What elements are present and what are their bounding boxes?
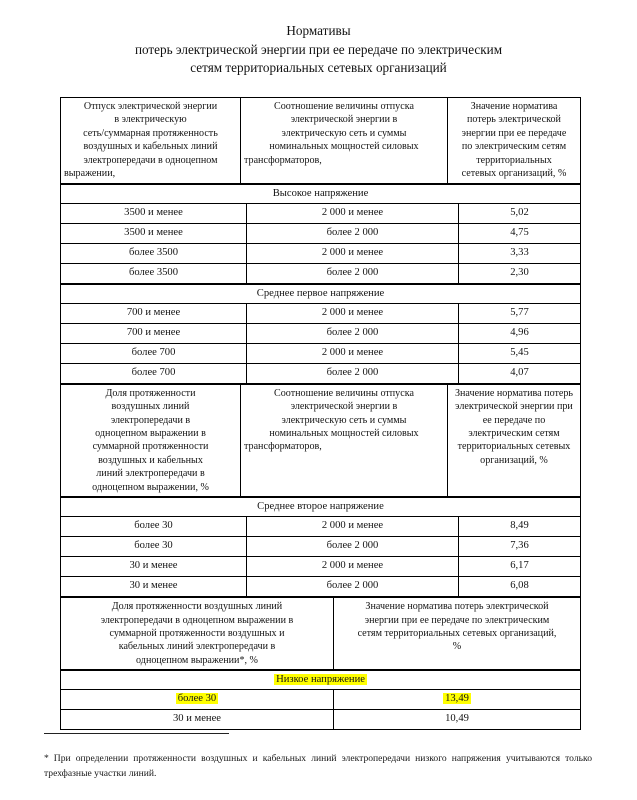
hdr5-l3: электрическую сеть и суммы xyxy=(281,414,407,426)
cell-ratio: 2 000 и менее xyxy=(247,343,459,363)
hdr7-l3: суммарной протяженности воздушных и xyxy=(109,627,285,639)
hdr4-l6: воздушных и кабельных xyxy=(98,454,203,466)
title-line-3: сетям территориальных сетевых организаций xyxy=(190,60,447,76)
cell-supply: 700 и менее xyxy=(61,303,247,323)
cell-ratio: более 2 000 xyxy=(247,323,459,343)
hdr6-l6: организаций, % xyxy=(480,454,548,466)
section-banner-row xyxy=(61,184,581,203)
hdr4-l1: Доля протяженности xyxy=(105,387,196,399)
section-high-voltage xyxy=(60,184,581,284)
header-col-overhead-share xyxy=(61,384,241,496)
hdr2-l4: номинальных мощностей силовых xyxy=(269,141,419,153)
hdr5-l2: электрической энергии в xyxy=(290,401,398,413)
cell-norm: 6,17 xyxy=(459,557,581,577)
hdr6-l5: территориальных сетевых xyxy=(457,441,571,453)
cell-supply: 3500 и менее xyxy=(61,203,247,223)
table-row xyxy=(61,537,581,557)
page-title xyxy=(0,0,637,78)
hdr5-l1: Соотношение величины отпуска xyxy=(274,387,414,399)
table-row xyxy=(61,323,581,343)
table-header-row xyxy=(61,384,581,496)
cell-supply: более 700 xyxy=(61,343,247,363)
hdr3-l3: энергии при ее передаче xyxy=(461,127,567,139)
cell-supply: 3500 и менее xyxy=(61,223,247,243)
cell-supply: более 3500 xyxy=(61,243,247,263)
hdr5-l4: номинальных мощностей силовых xyxy=(269,427,419,439)
cell-overhead-share: 30 и менее xyxy=(61,710,334,730)
header-col-ratio xyxy=(241,384,448,496)
cell-norm: 7,36 xyxy=(459,537,581,557)
cell-overhead-share: 30 и менее xyxy=(61,557,247,577)
hdr8-l4: % xyxy=(452,641,462,653)
cell-overhead-share-value: более 30 xyxy=(177,693,217,705)
hdr3-l2: потерь электрической xyxy=(467,114,561,126)
hdr1-l2: в электрическую xyxy=(114,114,187,126)
cell-norm-value: 13,49 xyxy=(445,693,469,705)
cell-norm: 4,96 xyxy=(459,323,581,343)
table-row xyxy=(61,577,581,597)
footnote-text: При определении протяженности воздушных и кабельных линий электропередачи низкого напряжения учитываются только трехфазные участки линий. xyxy=(44,753,592,779)
footnote xyxy=(44,752,592,782)
table-row xyxy=(61,223,581,243)
hdr6-l4: электрическим сетям xyxy=(468,427,560,439)
cell-ratio: 2 000 и менее xyxy=(247,303,459,323)
hdr1-l3: сеть/суммарная протяженность xyxy=(83,127,218,139)
table-row xyxy=(61,203,581,223)
table-header-row xyxy=(61,598,581,670)
section-medium-second-voltage xyxy=(60,497,581,597)
cell-norm: 10,49 xyxy=(334,710,581,730)
cell-norm: 6,08 xyxy=(459,577,581,597)
title-line-1: Нормативы xyxy=(286,23,351,38)
hdr7-l5: одноцепном выражении*, % xyxy=(136,654,258,666)
cell-norm xyxy=(334,690,581,710)
hdr3-l1: Значение норматива xyxy=(470,101,558,112)
cell-supply: 700 и менее xyxy=(61,323,247,343)
section-label-medium-second: Среднее второе напряжение xyxy=(61,498,581,517)
header-col-norm-value xyxy=(448,384,581,496)
footnote-marker: * xyxy=(44,753,49,764)
section-label-high: Высокое напряжение xyxy=(61,184,581,203)
cell-ratio: 2 000 и менее xyxy=(247,243,459,263)
hdr8-l2: энергии при ее передаче по электрическим xyxy=(364,614,550,626)
hdr6-l3: ее передаче по xyxy=(482,414,546,426)
header-block-2 xyxy=(60,384,581,497)
cell-norm: 3,33 xyxy=(459,243,581,263)
header-col-overhead-share xyxy=(61,598,334,670)
hdr4-l8: одноцепном выражении, % xyxy=(92,481,209,493)
header-col-ratio xyxy=(241,98,448,184)
hdr4-l2: воздушных линий xyxy=(111,401,190,413)
cell-norm: 4,75 xyxy=(459,223,581,243)
hdr2-l3: электрическую сеть и суммы xyxy=(281,127,407,139)
cell-supply: более 700 xyxy=(61,363,247,383)
footnote-separator xyxy=(44,733,229,734)
cell-ratio: более 2 000 xyxy=(247,577,459,597)
hdr7-l2: электропередачи в одноцепном выражении в xyxy=(100,614,294,626)
cell-ratio: 2 000 и менее xyxy=(247,517,459,537)
cell-norm: 5,45 xyxy=(459,343,581,363)
hdr1-l1: Отпуск электрической энергии xyxy=(83,101,218,112)
table-row xyxy=(61,363,581,383)
hdr6-l2: электрической энергии при xyxy=(455,401,573,413)
cell-ratio: 2 000 и менее xyxy=(247,557,459,577)
table-row xyxy=(61,690,581,710)
table-row xyxy=(61,263,581,283)
table-row xyxy=(61,243,581,263)
cell-norm: 5,02 xyxy=(459,203,581,223)
section-banner-row xyxy=(61,671,581,690)
cell-norm: 8,49 xyxy=(459,517,581,537)
cell-norm: 4,07 xyxy=(459,363,581,383)
table-row xyxy=(61,303,581,323)
cell-ratio: более 2 000 xyxy=(247,363,459,383)
hdr4-l3: электропередачи в xyxy=(110,414,191,426)
hdr2-l5: трансформаторов, xyxy=(244,154,322,166)
cell-overhead-share: более 30 xyxy=(61,517,247,537)
title-line-2: потерь электрической энергии при ее передаче по электрическим xyxy=(134,41,503,57)
cell-supply: более 3500 xyxy=(61,263,247,283)
hdr3-l4: по электрическим сетям xyxy=(461,141,567,153)
cell-ratio: более 2 000 xyxy=(247,537,459,557)
section-low-voltage xyxy=(60,670,581,730)
section-label-medium-first: Среднее первое напряжение xyxy=(61,284,581,303)
hdr1-l6: выражении, xyxy=(64,168,116,180)
hdr5-l5: трансформаторов, xyxy=(244,441,322,453)
cell-norm: 5,77 xyxy=(459,303,581,323)
header-block-1 xyxy=(60,97,581,184)
hdr6-l1: Значение норматива потерь xyxy=(454,387,574,399)
cell-overhead-share: более 30 xyxy=(61,537,247,557)
cell-overhead-share: 30 и менее xyxy=(61,577,247,597)
table-row xyxy=(61,517,581,537)
cell-overhead-share xyxy=(61,690,334,710)
cell-ratio: 2 000 и менее xyxy=(247,203,459,223)
table-row xyxy=(61,710,581,730)
section-medium-first-voltage xyxy=(60,284,581,384)
cell-ratio: более 2 000 xyxy=(247,223,459,243)
table-row xyxy=(61,343,581,363)
hdr7-l1: Доля протяженности воздушных линий xyxy=(111,601,283,613)
hdr4-l5: суммарной протяженности xyxy=(92,441,209,453)
table-row xyxy=(61,557,581,577)
header-col-norm-value xyxy=(334,598,581,670)
hdr2-l2: электрической энергии в xyxy=(290,114,398,126)
cell-ratio: более 2 000 xyxy=(247,263,459,283)
header-block-3 xyxy=(60,597,581,670)
hdr3-l6: сетевых организаций, % xyxy=(461,168,567,180)
section-banner-row xyxy=(61,498,581,517)
section-label-low: Низкое напряжение xyxy=(276,674,365,686)
section-banner-row xyxy=(61,284,581,303)
hdr1-l5: электропередачи в одноцепном xyxy=(83,154,218,166)
norms-table xyxy=(60,97,580,730)
hdr7-l4: кабельных линий электропередачи в xyxy=(118,641,276,653)
hdr2-l1: Соотношение величины отпуска xyxy=(274,101,414,112)
section-label-low-cell xyxy=(61,671,581,690)
cell-norm: 2,30 xyxy=(459,263,581,283)
hdr4-l4: одноцепном выражении в xyxy=(95,427,206,439)
hdr8-l3: сетям территориальных сетевых организаций, xyxy=(357,627,557,639)
hdr8-l1: Значение норматива потерь электрической xyxy=(365,601,549,613)
hdr3-l5: территориальных xyxy=(476,154,552,166)
hdr1-l4: воздушных и кабельных линий xyxy=(83,141,218,153)
header-col-supply xyxy=(61,98,241,184)
hdr4-l7: линий электропередачи в xyxy=(96,468,205,480)
table-header-row xyxy=(61,98,581,184)
header-col-norm-value xyxy=(448,98,581,184)
